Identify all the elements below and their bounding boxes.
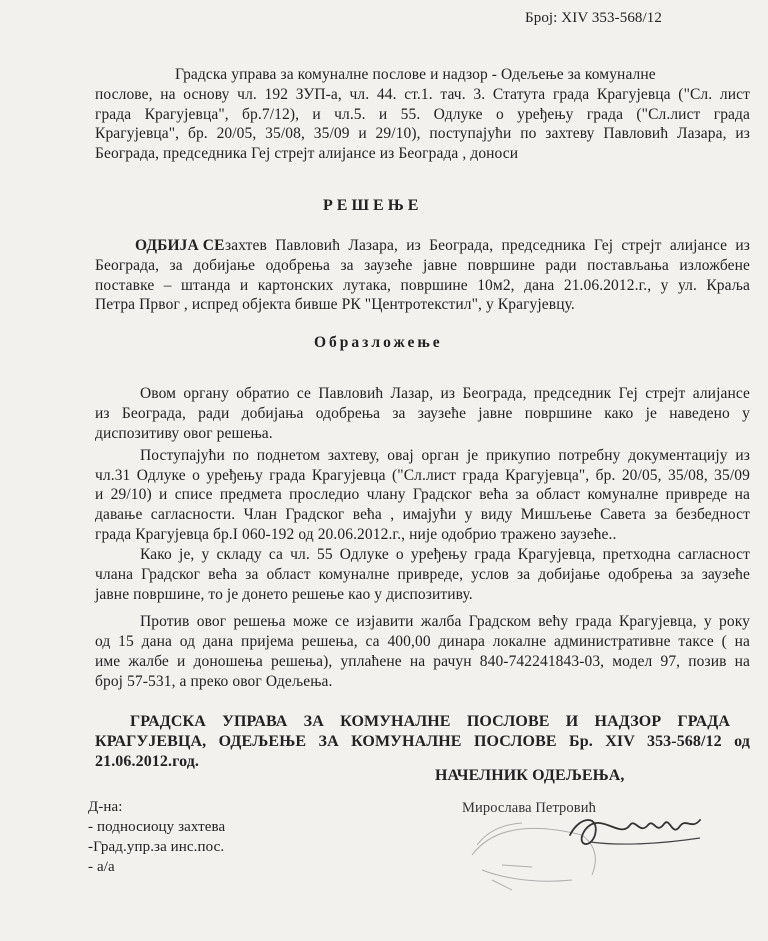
body-line: чл.31 Одлуке о уређењу града Крагујевца ("Сл.лист града Крагујевца", бр. 20/05, 35/08, 35/09 [95,467,750,484]
body-line: давање сагласности. Члан Градског већа , имајући у виду Мишљење Савета за безбедност [95,506,750,523]
intro-line: града Крагујевца", бр.7/12), и чл.5. и 55. Одлуке о уређењу града ("Сл.лист града [95,106,750,123]
document-number: Број: XIV 353-568/12 [525,10,662,26]
resenje-line: Београда, за добијање одобрења за заузеће јавне површине ради постављања изложбене [95,257,750,274]
distribution-item: -Град.упр.за инс.пос. [88,839,225,855]
resenje-line: захтев Павловић Лазара, из Београда, председника Геј стрејт алијансе из [225,237,750,254]
resenje-line: Петра Првог , испред објекта бивше РК "Центротекстил", у Крагујевцу. [95,296,575,313]
body-line: Поступајући по поднетом захтеву, овај орган је прикупио потребну документацију из [140,447,750,464]
footer-line: 21.06.2012.год. [95,753,199,770]
body-line: града Крагујевца бр.I 060-192 од 20.06.2012.г., није одобрио тражено заузеће.. [95,526,617,543]
body-line: члана Градског већа за област комуналне привреде, услов за добијање одобрења за заузеће [95,566,750,583]
intro-line: Београда, председника Геј стрејт алијансе из Београда , доноси [95,145,519,162]
intro-line: Крагујевца", бр. 20/05, 35/08, 35/09 и 29/10), поступајући по захтеву Павловић Лазара, из [95,125,750,142]
handwritten-signature [560,800,710,860]
resenje-lead: ОДБИЈА СЕ [135,237,225,254]
obrazlozenje-heading: Образложење [314,334,443,351]
body-line: Против овог решења може се изјавити жалба Градском већу града Крагујевца, у року [140,613,750,630]
resenje-line: поставке – штанда и картонских лутака, површине 10м2, дана 21.06.2012.г., у ул. Краља [95,277,750,294]
body-line: диспозитиву овог решења. [95,425,273,442]
resenje-heading: РЕШЕЊЕ [323,197,423,214]
distribution-title: Д-на: [88,799,123,815]
distribution-item: - а/а [88,859,115,875]
intro-line: послове, на основу чл. 192 ЗУП-а, чл. 44. ст.1. тач. 3. Статута града Крагујевца ("Сл. лист [95,86,750,103]
body-line: број 57-531, а преко овог Одељења. [95,673,333,690]
signatory-name: Мирослава Петровић [462,800,596,816]
body-line: име жалбе и доношења решења), уплаћене на рачун 840-742241843-03, модел 97, позив на [95,653,750,670]
signature-title: НАЧЕЛНИК ОДЕЉЕЊА, [435,767,625,784]
body-line: Овом органу обратио се Павловић Лазар, из Београда, председник Геј стрејт алијансе [140,385,750,402]
footer-line: КРАГУЈЕВЦА, ОДЕЉЕЊЕ ЗА КОМУНАЛНЕ ПОСЛОВЕ Бр. XIV 353-568/12 од [95,733,750,750]
distribution-item: - подносиоцу захтева [88,819,226,835]
body-line: и 29/10) и списе предмета проследио члану Градског већа за област комуналне привреде на [95,486,750,503]
body-line: из Београда, ради добијања одобрења за заузеће јавне површине како је наведено у [95,405,750,422]
body-line: Како је, у складу са чл. 55 Одлуке о уређењу града Крагујевца, претходна сагласност [140,546,750,563]
footer-line: ГРАДСКА УПРАВА ЗА КОМУНАЛНЕ ПОСЛОВЕ И НАДЗОР ГРАДА [130,713,730,730]
body-line: од 15 дана од дана пријема решења, са 400,00 динара локалне административне таксе ( на [95,633,750,650]
body-line: јавне површине, то је донето решење као у диспозитиву. [95,586,473,603]
intro-line: Градска управа за комуналне послове и надзор - Одељење за комуналне [175,66,656,83]
